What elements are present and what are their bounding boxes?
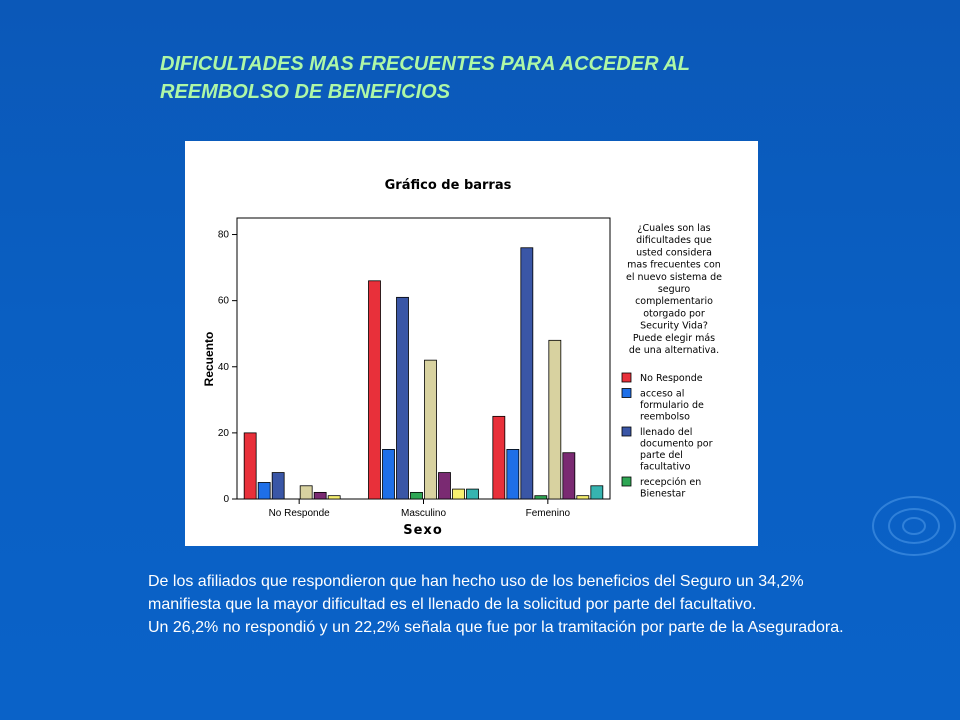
y-tick-label: 60 [217,295,229,307]
legend-title-line: otorgado por [643,308,705,320]
slide-title-line-1: DIFICULTADES MAS FRECUENTES PARA ACCEDER AL [160,53,690,75]
bar [383,449,395,499]
bar [549,340,561,499]
legend-swatch [622,427,631,436]
bar [591,486,603,499]
legend-title-line: Security Vida? [640,320,708,332]
legend-entry-label: No Responde [640,373,703,384]
legend-entry-label: llenado del [640,427,693,438]
bar [425,360,437,499]
legend-entry-label: reembolso [640,411,690,423]
bar [258,482,270,499]
legend-entry-label: acceso al [640,388,685,400]
y-tick-label: 0 [223,494,229,505]
slide-title [160,50,860,106]
legend-title-line: de una alternativa. [628,345,720,356]
caption-paragraph-1: De los afiliados que respondieron que han hecho uso de los beneficios del Seguro un 34,2% manifiesta que la mayor dificultad es el llenado de la solicitud por parte del facultativo. [148,573,804,613]
bar [467,489,479,499]
bar [369,281,381,499]
bar [272,473,284,499]
bar [439,473,451,499]
bar [493,416,505,499]
legend-title-line: dificultades que [636,235,712,247]
ripple-decoration-inner [902,517,926,535]
x-tick-label: Femenino [525,508,571,519]
legend-title-line: ¿Cuales son las [637,223,711,234]
y-tick-label: 20 [217,427,229,439]
x-tick-label: No Responde [268,508,330,519]
legend-title-line: Puede elegir más [632,332,716,344]
legend-title-line: seguro [657,284,691,295]
legend-swatch [622,389,631,398]
legend-swatch [622,477,631,486]
bar [300,486,312,499]
bar [507,449,519,499]
bar-chart [185,141,758,546]
legend-title-line: complementario [635,296,713,308]
bar [411,492,423,499]
bar [521,248,533,499]
y-axis-label: Recuento [202,331,216,387]
legend-title-line: usted considera [636,247,712,259]
legend-entry-label: documento por [640,438,713,450]
bar-chart-panel [185,141,758,546]
y-tick-label: 80 [217,229,229,241]
bar [244,433,256,499]
bar [328,496,340,499]
bar [563,453,575,499]
bar [453,489,465,499]
caption-text [148,570,868,639]
legend-swatch [622,373,631,382]
legend-title-line: mas frecuentes con [627,259,721,271]
legend-entry-label: formulario de [640,400,704,411]
slide-title-line-2: REEMBOLSO DE BENEFICIOS [160,81,451,103]
chart-title: Gráfico de barras [384,178,512,193]
bar [577,496,589,499]
x-axis-label: Sexo [403,523,443,538]
legend-entry-label: Bienestar [640,488,686,500]
caption-paragraph-2: Un 26,2% no respondió y un 22,2% señala que fue por la tramitación por parte de la Aseguradora. [148,619,844,636]
bar [397,297,409,499]
y-tick-label: 40 [217,361,229,373]
legend-entry-label: facultativo [640,461,691,473]
bar [535,496,547,499]
legend-title-line: el nuevo sistema de [626,271,722,283]
legend-entry-label: parte del [640,450,683,461]
bar [314,492,326,499]
x-tick-label: Masculino [400,508,447,519]
legend-entry-label: recepción en [640,477,702,488]
